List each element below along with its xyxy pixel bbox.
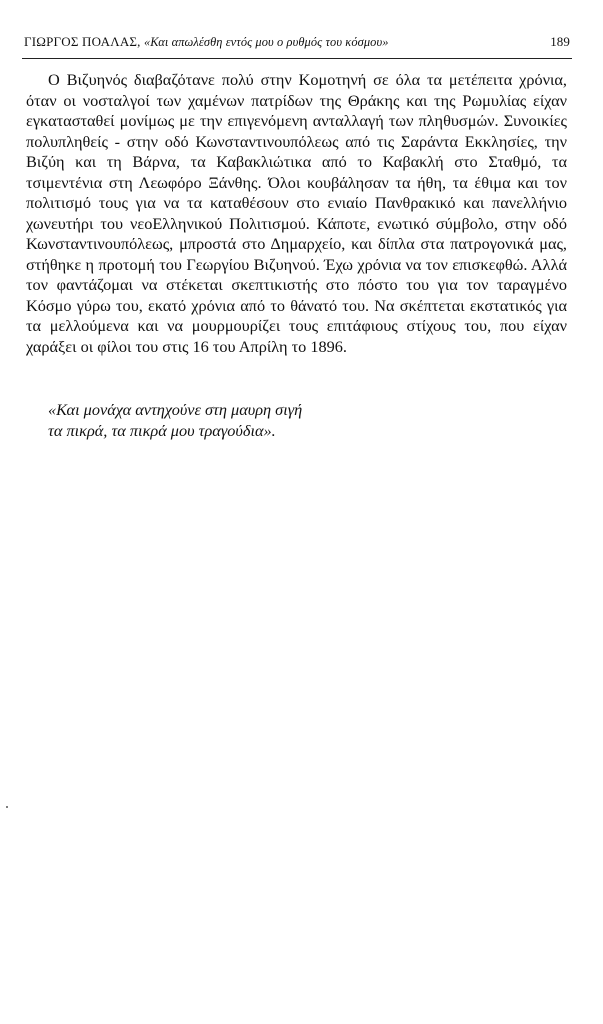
margin-dot: [6, 806, 8, 808]
verse-line-2: τα πικρά, τα πικρά μου τραγούδια».: [48, 420, 276, 440]
running-head-author: ΓΙΩΡΓΟΣ ΠΟΑΛΑΣ,: [24, 34, 141, 49]
page-number: 189: [550, 34, 570, 49]
running-head: [24, 34, 570, 54]
running-head-left: [24, 34, 389, 50]
verse-line-1: «Και μονάχα αντηχούνε στη μαυρη σιγή: [48, 400, 303, 419]
header-rule: [22, 58, 572, 59]
body-text: [26, 70, 567, 357]
running-head-title: «Και απωλέσθη εντός μου ο ρυθμός του κόσμου»: [144, 35, 389, 49]
epitaph-verse: [48, 400, 548, 441]
main-paragraph: Ο Βιζυηνός διαβαζότανε πολύ στην Κομοτηνή σε όλα τα μετέπειτα χρόνια, όταν οι νοσταλγοί των χαμένων πατρίδων της Θράκης και της Ρωμυλίας είχαν εγκατασταθεί μονίμως με την επιγενόμενη ανταλλαγή των πληθυσμών. Συνοικίες πολυπληθείς - στην οδό Κωνσταντινουπόλεως από τις Σαράντα Εκκλησίες, την Βιζύη και τη Βάρνα, τα Καβακλιώτικα από το Καβακλή στο Σταθμό, τα τσιμεντένια στη Λεωφόρο Ξάνθης. Όλοι κουβάλησαν τα ήθη, τα έθιμα και τον πολιτισμό τους για να τα καταθέσουν στο ενιαίο Πανθρακικό και πανελλήνιο χωνευτήρι του νεοΕλληνικού Πολιτισμού. Κάποτε, ενωτικό σύμβολο, στην οδό Κωνσταντινουπόλεως, μπροστά στο Δημαρχείο, και δίπλα στα πατρογονικά μας, στήθηκε η προτομή του Γεωργίου Βιζυηνού. Έχω χρόνια να τον επισκεφθώ. Αλλά τον φαντάζομαι να στέκεται σκεπτικιστής στο πόστο του για τον ταραγμένο Κόσμο γύρω του, εκατό χρόνια από το θάνατό του. Να σκέπτεται εκστατικός για τα μελλούμενα και να μουρμουρίζει τους επιτάφιους στίχους του, που είχαν χαράξει οι φίλοι του στις 16 του Απρίλη το 1896.: [26, 70, 567, 356]
